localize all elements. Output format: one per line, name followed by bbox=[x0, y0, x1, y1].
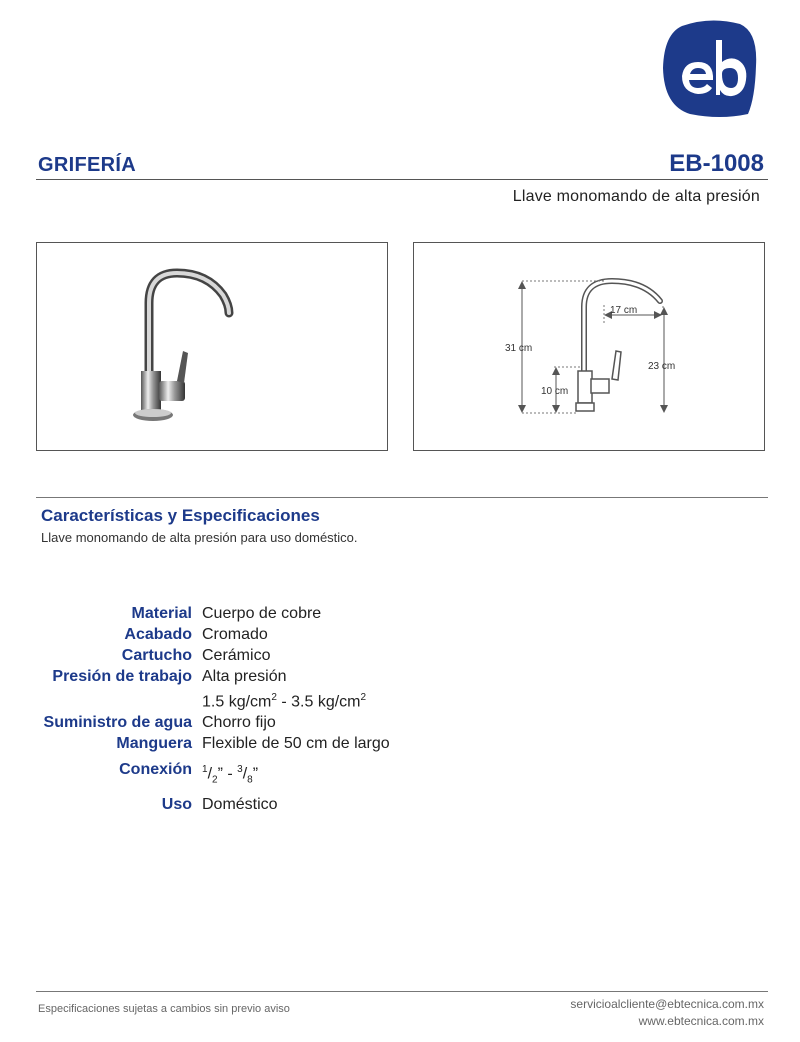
dimension-base-height-label: 10 cm bbox=[541, 386, 569, 397]
eb-logo-icon bbox=[660, 18, 760, 118]
spec-row-presion bbox=[0, 666, 700, 712]
spec-value: $^1/_2$” - $^3/_8$” bbox=[202, 764, 259, 786]
product-photo-frame bbox=[36, 242, 388, 451]
specs-table bbox=[0, 603, 700, 815]
fraction-num-b: 3 bbox=[237, 764, 243, 776]
pressure-min: 1.5 kg/cm bbox=[202, 693, 272, 711]
fraction-den-b: 8 bbox=[247, 774, 253, 786]
conexion-end: ” bbox=[252, 765, 259, 783]
model-code: EB-1008 bbox=[669, 150, 764, 177]
section-divider bbox=[36, 497, 768, 498]
spec-row-conexion bbox=[0, 759, 700, 791]
category-title: GRIFERÍA bbox=[38, 154, 136, 176]
spec-value-line: Alta presión bbox=[202, 668, 287, 685]
spec-value: Cuerpo de cobre bbox=[202, 605, 322, 622]
spec-value: Doméstico bbox=[202, 795, 278, 813]
spec-label: Cartucho bbox=[121, 647, 192, 664]
pressure-max: - 3.5 kg/cm bbox=[276, 693, 361, 711]
spec-value: Cerámico bbox=[202, 647, 271, 664]
header-divider bbox=[36, 179, 768, 180]
pressure-exp-a: 2 bbox=[271, 692, 277, 703]
fraction-den-a: 2 bbox=[212, 774, 218, 786]
footer-divider bbox=[36, 991, 768, 992]
spec-label: Presión de trabajo bbox=[52, 668, 192, 685]
footer-disclaimer: Especificaciones sujetas a cambios sin previo aviso bbox=[38, 1003, 290, 1015]
fraction-num-a: 1 bbox=[202, 764, 208, 776]
footer-website: www.ebtecnica.com.mx bbox=[638, 1014, 764, 1028]
spec-label: Conexión bbox=[119, 761, 192, 779]
product-subtitle: Llave monomando de alta presión bbox=[512, 188, 760, 205]
spec-row-material bbox=[0, 603, 700, 624]
spec-row-suministro bbox=[0, 712, 700, 733]
spec-value: Cromado bbox=[202, 626, 268, 643]
spec-label: Material bbox=[131, 605, 192, 622]
spec-label: Uso bbox=[161, 795, 192, 813]
pressure-range bbox=[202, 687, 366, 712]
spec-row-cartucho bbox=[0, 645, 700, 666]
pressure-exp-b: 2 bbox=[360, 692, 367, 703]
footer-email: servicioalcliente@ebtecnica.com.mx bbox=[570, 997, 764, 1011]
spec-row-uso bbox=[0, 794, 700, 815]
dimension-spout-label: 17 cm bbox=[610, 305, 638, 316]
spec-row-acabado bbox=[0, 624, 700, 645]
conexion-separator: ” - bbox=[217, 765, 238, 783]
spec-label: Manguera bbox=[116, 735, 192, 753]
spec-row-manguera bbox=[0, 733, 700, 754]
spec-value bbox=[202, 666, 366, 712]
dimension-diagram-frame bbox=[413, 242, 765, 451]
spec-label: Suministro de agua bbox=[43, 714, 192, 732]
dimension-total-height-label: 31 cm bbox=[505, 343, 533, 354]
spec-value: Flexible de 50 cm de largo bbox=[202, 735, 390, 753]
specs-description: Llave monomando de alta presión para uso doméstico. bbox=[41, 530, 358, 545]
specs-heading: Características y Especificaciones bbox=[41, 506, 320, 525]
dimension-diagram bbox=[414, 243, 764, 450]
spec-value: Chorro fijo bbox=[202, 714, 276, 732]
faucet-photo-icon bbox=[37, 243, 387, 450]
dimension-spout-height-label: 23 cm bbox=[648, 361, 676, 372]
spec-label: Acabado bbox=[124, 626, 192, 643]
